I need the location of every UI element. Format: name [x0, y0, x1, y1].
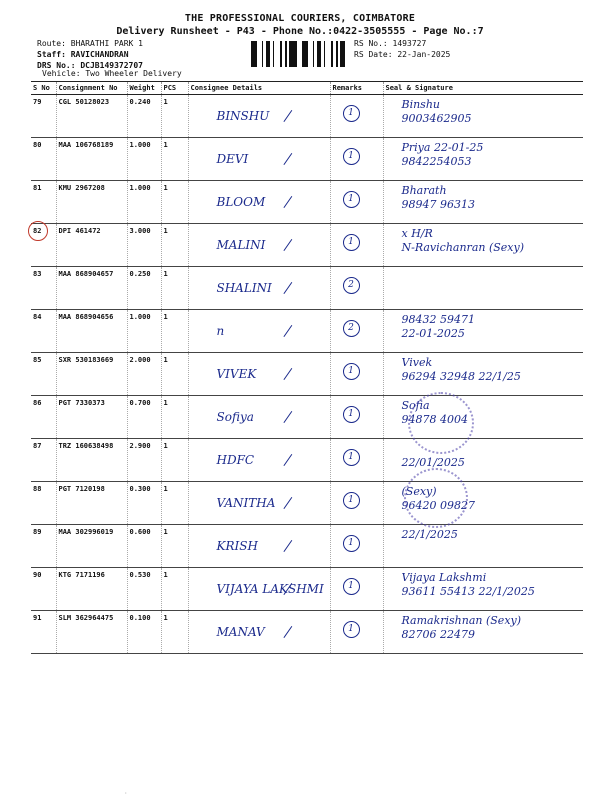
weight-cell-text: 0.100: [129, 614, 151, 622]
barcode-bar: [289, 41, 292, 67]
remark-circled-count: 1: [343, 105, 360, 122]
weight-cell: [127, 310, 161, 353]
consignee-name: VANITHA: [216, 496, 276, 510]
sno-cell: [31, 181, 56, 224]
sno-cell-text: 82: [33, 227, 42, 235]
tick-mark: [277, 321, 292, 337]
consignment-cell: [56, 224, 127, 267]
sno-cell: [31, 310, 56, 353]
remarks-cell: [330, 525, 383, 568]
sno-cell: [31, 396, 56, 439]
signature-cell: [383, 568, 583, 611]
consignment-cell-text: MAA 868904656: [58, 313, 114, 321]
consignee-name: VIJAYA LAKSHMI: [216, 582, 324, 596]
col-consignee: Consignee Details: [188, 82, 330, 95]
pcs-cell-text: 1: [163, 313, 168, 321]
sno-cell: [31, 482, 56, 525]
pcs-cell-text: 1: [163, 571, 168, 579]
sno-cell: [31, 138, 56, 181]
scan-mark: ·: [124, 790, 128, 797]
pcs-cell-text: 1: [163, 528, 168, 536]
remarks-cell: [330, 224, 383, 267]
weight-cell-text: 0.700: [129, 399, 151, 407]
col-consignment: Consignment No: [56, 82, 127, 95]
consignment-cell-text: TRZ 160638498: [58, 442, 114, 450]
signature-cell: [383, 310, 583, 353]
weight-cell: [127, 396, 161, 439]
pcs-cell: [161, 396, 188, 439]
consignment-cell-text: PGT 7330373: [58, 399, 105, 407]
consignment-cell: [56, 611, 127, 654]
consignment-cell-text: PGT 7120198: [58, 485, 105, 493]
rs-date-line: [354, 49, 450, 60]
sno-cell-text: 89: [33, 528, 42, 536]
signature-line-1: Vijaya Lakshmi: [401, 571, 487, 584]
staff-line: [37, 49, 143, 60]
signature-line-2: 22-01-2025: [401, 327, 465, 340]
weight-cell: [127, 224, 161, 267]
seal-stamp-1: [408, 392, 474, 454]
sno-cell-text: 83: [33, 270, 42, 278]
barcode-bar: [262, 41, 263, 67]
table-row: [31, 95, 583, 138]
weight-cell: [127, 138, 161, 181]
barcode-bar: [340, 41, 343, 67]
col-pcs: PCS: [161, 82, 188, 95]
sno-cell: [31, 611, 56, 654]
remarks-cell: [330, 611, 383, 654]
route-line: [37, 38, 143, 49]
remarks-cell: [330, 310, 383, 353]
consignment-cell-text: SXR 530183669: [58, 356, 114, 364]
remark-circled-count: 1: [343, 148, 360, 165]
pcs-cell: [161, 353, 188, 396]
signature-cell: [383, 138, 583, 181]
signature-line-2: 22/01/2025: [401, 456, 465, 469]
barcode-bar: [280, 41, 282, 67]
barcode-bar: [273, 41, 274, 67]
table-row: [31, 181, 583, 224]
col-sno: S No: [31, 82, 56, 95]
consignee-name: n: [216, 324, 225, 338]
consignment-cell: [56, 95, 127, 138]
tick-mark: [277, 364, 292, 380]
sno-cell: [31, 568, 56, 611]
remark-circled-count: 1: [343, 492, 360, 509]
pcs-cell: [161, 138, 188, 181]
signature-line-1: Binshu: [401, 98, 440, 111]
remarks-cell: [330, 396, 383, 439]
table-row: [31, 396, 583, 439]
table-row: [31, 138, 583, 181]
rs-no-label: RS No.:: [354, 39, 388, 48]
barcode-bar: [331, 41, 333, 67]
table-row: [31, 224, 583, 267]
table-body: [31, 95, 583, 654]
sno-cell: [31, 224, 56, 267]
consignee-cell: [188, 138, 330, 181]
consignment-cell-text: MAA 302996019: [58, 528, 114, 536]
sno-cell: [31, 439, 56, 482]
signature-line-1: Priya 22-01-25: [401, 141, 484, 154]
runsheet-meta: [37, 38, 143, 71]
signature-line-1: 22/1/2025: [401, 528, 458, 541]
remark-circled-count: 1: [343, 535, 360, 552]
sno-cell-text: 79: [33, 98, 42, 106]
signature-cell: [383, 267, 583, 310]
weight-cell-text: 3.000: [129, 227, 151, 235]
remark-circled-count: 1: [343, 363, 360, 380]
weight-cell-text: 1.000: [129, 313, 151, 321]
pcs-cell: [161, 224, 188, 267]
weight-cell: [127, 482, 161, 525]
weight-cell-text: 0.600: [129, 528, 151, 536]
route-value: BHARATHI PARK 1: [70, 39, 143, 48]
sno-cell-text: 91: [33, 614, 42, 622]
signature-line-2: 94878 4004: [401, 413, 468, 426]
barcode-bar: [294, 41, 297, 67]
pcs-cell: [161, 611, 188, 654]
signature-line-1: Sofia: [401, 399, 430, 412]
weight-cell-text: 1.000: [129, 141, 151, 149]
signature-cell: [383, 181, 583, 224]
consignment-cell: [56, 353, 127, 396]
pcs-cell: [161, 310, 188, 353]
table-row: [31, 310, 583, 353]
sno-cell: [31, 353, 56, 396]
consignee-cell: [188, 611, 330, 654]
weight-cell: [127, 95, 161, 138]
barcode-bar: [343, 41, 345, 67]
signature-cell: [383, 439, 583, 482]
barcode-bar: [305, 41, 308, 67]
consignment-cell-text: CGL 50128023: [58, 98, 110, 106]
rs-date-label: RS Date:: [354, 50, 393, 59]
consignee-name: VIVEK: [216, 367, 257, 381]
consignment-cell: [56, 439, 127, 482]
red-circle-mark: [28, 221, 48, 241]
consignee-name: MANAV: [216, 625, 265, 639]
barcode-bar: [302, 41, 305, 67]
weight-cell: [127, 439, 161, 482]
staff-value: RAVICHANDRAN: [70, 50, 129, 59]
signature-line-2: 93611 55413 22/1/2025: [401, 585, 535, 598]
col-weight: Weight: [127, 82, 161, 95]
barcode-bar: [336, 41, 338, 67]
table-header-row: [31, 82, 583, 95]
tick-mark: [277, 407, 292, 423]
remarks-cell: [330, 439, 383, 482]
barcode-bar: [285, 41, 287, 67]
consignment-cell: [56, 568, 127, 611]
weight-cell-text: 0.250: [129, 270, 151, 278]
consignment-cell-text: KTG 7171196: [58, 571, 105, 579]
consignee-cell: [188, 224, 330, 267]
tick-mark: [277, 106, 292, 122]
signature-cell: [383, 224, 583, 267]
seal-stamp-2: [401, 468, 468, 528]
pcs-cell: [161, 525, 188, 568]
remark-circled-count: 1: [343, 621, 360, 638]
remarks-cell: [330, 482, 383, 525]
tick-mark: [277, 622, 292, 638]
remarks-cell: [330, 138, 383, 181]
remark-circled-count: 2: [343, 277, 360, 294]
rs-no-value: 1493727: [392, 39, 427, 48]
rs-meta: [354, 38, 450, 60]
pcs-cell-text: 1: [163, 141, 168, 149]
weight-cell-text: 2.900: [129, 442, 151, 450]
pcs-cell-text: 1: [163, 399, 168, 407]
tick-mark: [277, 450, 292, 466]
table-row: [31, 439, 583, 482]
consignee-name: BLOOM: [216, 195, 266, 209]
sno-cell-text: 86: [33, 399, 42, 407]
consignment-cell: [56, 138, 127, 181]
pcs-cell-text: 1: [163, 184, 168, 192]
vehicle-value: Two Wheeler Delivery: [85, 69, 182, 78]
consignee-name: Sofiya: [216, 410, 254, 424]
col-remarks: Remarks: [330, 82, 383, 95]
barcode-bar: [313, 41, 314, 67]
signature-cell: [383, 525, 583, 568]
pcs-cell: [161, 95, 188, 138]
pcs-cell: [161, 439, 188, 482]
sno-cell-text: 90: [33, 571, 42, 579]
consignment-cell-text: DPI 461472: [58, 227, 101, 235]
pcs-cell-text: 1: [163, 356, 168, 364]
sno-cell-text: 81: [33, 184, 42, 192]
signature-line-1: Vivek: [401, 356, 433, 369]
signature-line-2: 96294 32948 22/1/25: [401, 370, 521, 383]
signature-line-1: Bharath: [401, 184, 447, 197]
weight-cell-text: 0.300: [129, 485, 151, 493]
signature-line-2: 82706 22479: [401, 628, 475, 641]
consignment-cell: [56, 396, 127, 439]
weight-cell: [127, 353, 161, 396]
remark-circled-count: 1: [343, 406, 360, 423]
table-row: [31, 267, 583, 310]
sno-cell-text: 80: [33, 141, 42, 149]
signature-cell: [383, 611, 583, 654]
tick-mark: [277, 192, 292, 208]
pcs-cell-text: 1: [163, 270, 168, 278]
drs-value: DCJB149372707: [80, 61, 143, 70]
consignee-name: BINSHU: [216, 109, 270, 123]
sno-cell: [31, 525, 56, 568]
weight-cell-text: 2.000: [129, 356, 151, 364]
remark-circled-count: 1: [343, 234, 360, 251]
table-row: [31, 525, 583, 568]
consignment-cell-text: KMU 2967208: [58, 184, 105, 192]
consignee-cell: [188, 267, 330, 310]
remark-circled-count: 1: [343, 449, 360, 466]
consignment-cell-text: SLM 362964475: [58, 614, 114, 622]
weight-cell: [127, 267, 161, 310]
pcs-cell-text: 1: [163, 442, 168, 450]
barcode-bar: [266, 41, 269, 67]
rs-no-line: [354, 38, 450, 49]
pcs-cell: [161, 267, 188, 310]
weight-cell-text: 0.240: [129, 98, 151, 106]
signature-line-1: Ramakrishnan (Sexy): [401, 614, 522, 627]
consignee-cell: [188, 482, 330, 525]
remarks-cell: [330, 353, 383, 396]
rs-date-value: 22-Jan-2025: [397, 50, 451, 59]
remarks-cell: [330, 95, 383, 138]
remark-circled-count: 1: [343, 578, 360, 595]
col-signature: Seal & Signature: [383, 82, 583, 95]
remarks-cell: [330, 568, 383, 611]
consignment-cell: [56, 482, 127, 525]
pcs-cell: [161, 482, 188, 525]
pcs-cell-text: 1: [163, 485, 168, 493]
pcs-cell: [161, 568, 188, 611]
table-row: [31, 353, 583, 396]
signature-cell: [383, 95, 583, 138]
signature-line-1: x H/R: [401, 227, 433, 240]
table-row: [31, 568, 583, 611]
tick-mark: [277, 235, 292, 251]
weight-cell: [127, 181, 161, 224]
tick-mark: [277, 278, 292, 294]
weight-cell: [127, 568, 161, 611]
consignee-cell: [188, 439, 330, 482]
consignment-cell: [56, 310, 127, 353]
remarks-cell: [330, 267, 383, 310]
pcs-cell: [161, 181, 188, 224]
signature-line-2: 9003462905: [401, 112, 472, 125]
sno-cell-text: 87: [33, 442, 42, 450]
consignment-cell-text: MAA 106768189: [58, 141, 114, 149]
runsheet-title: Delivery Runsheet - P43 - Phone No.:0422-3505555 - Page No.:7: [116, 26, 484, 37]
signature-line-1: 98432 59471: [401, 313, 475, 326]
pcs-cell-text: 1: [163, 98, 168, 106]
vehicle-label: Vehicle:: [42, 69, 81, 78]
consignment-cell: [56, 525, 127, 568]
barcode-bar: [324, 41, 325, 67]
drs-label: DRS No.:: [37, 61, 76, 70]
vehicle-line: [42, 69, 182, 78]
barcode-bar: [292, 41, 294, 67]
signature-cell: [383, 353, 583, 396]
sno-cell-text: 88: [33, 485, 42, 493]
consignee-cell: [188, 396, 330, 439]
consignee-name: KRISH: [216, 539, 258, 553]
barcode-bar: [320, 41, 321, 67]
consignee-name: SHALINI: [216, 281, 272, 295]
sno-cell-text: 85: [33, 356, 42, 364]
consignment-cell-text: MAA 868904657: [58, 270, 114, 278]
signature-line-2: 98947 96313: [401, 198, 475, 211]
consignee-name: DEVI: [216, 152, 249, 166]
staff-label: Staff:: [37, 50, 66, 59]
consignee-cell: [188, 353, 330, 396]
barcode-bar: [251, 41, 254, 67]
table-row: [31, 482, 583, 525]
barcode-bar: [269, 41, 270, 67]
sno-cell: [31, 267, 56, 310]
consignee-cell: [188, 525, 330, 568]
signature-line-2: N-Ravichanran (Sexy): [401, 241, 524, 254]
signature-line-2: 96420 09827: [401, 499, 475, 512]
pcs-cell-text: 1: [163, 614, 168, 622]
consignment-cell: [56, 181, 127, 224]
pcs-cell-text: 1: [163, 227, 168, 235]
consignee-name: HDFC: [216, 453, 255, 467]
sno-cell-text: 84: [33, 313, 42, 321]
weight-cell: [127, 525, 161, 568]
remarks-cell: [330, 181, 383, 224]
table-row: [31, 611, 583, 654]
route-label: Route:: [37, 39, 66, 48]
runsheet-table: [31, 81, 583, 654]
consignment-cell: [56, 267, 127, 310]
tick-mark: [277, 493, 292, 509]
company-name: THE PROFESSIONAL COURIERS, COIMBATORE: [184, 13, 416, 24]
weight-cell-text: 1.000: [129, 184, 151, 192]
barcode: [251, 41, 346, 67]
signature-line-1: (Sexy): [401, 485, 437, 498]
weight-cell-text: 0.530: [129, 571, 151, 579]
tick-mark: [277, 536, 292, 552]
consignee-cell: [188, 95, 330, 138]
barcode-bar: [317, 41, 320, 67]
signature-line-2: 9842254053: [401, 155, 472, 168]
sno-cell: [31, 95, 56, 138]
consignee-cell: [188, 568, 330, 611]
consignee-cell: [188, 310, 330, 353]
consignee-cell: [188, 181, 330, 224]
barcode-bar: [254, 41, 257, 67]
tick-mark: [277, 149, 292, 165]
consignee-name: MALINI: [216, 238, 266, 252]
remark-circled-count: 1: [343, 191, 360, 208]
weight-cell: [127, 611, 161, 654]
remark-circled-count: 2: [343, 320, 360, 337]
